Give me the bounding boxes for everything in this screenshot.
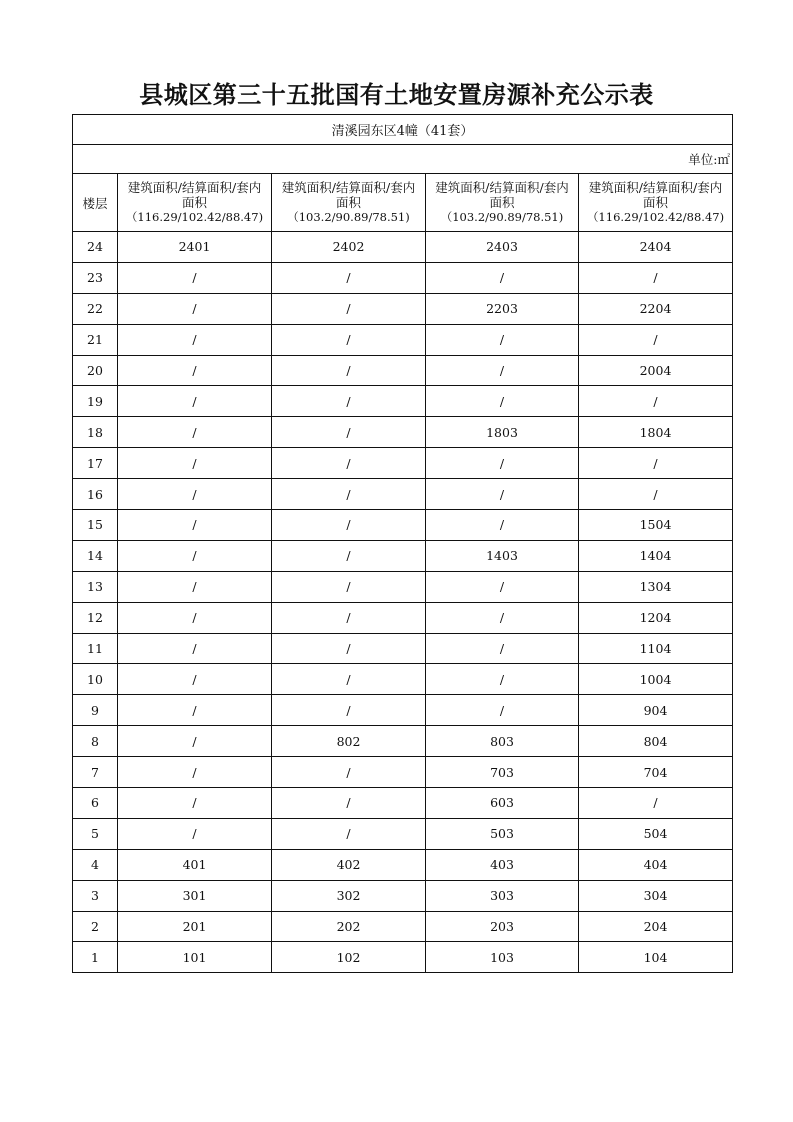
unit-cell: 304 bbox=[579, 880, 733, 911]
unit-cell: / bbox=[118, 293, 272, 324]
unit-cell: / bbox=[118, 726, 272, 757]
unit-cell: 303 bbox=[426, 880, 579, 911]
area-header-line1: 建筑面积/结算面积/套内 bbox=[435, 180, 569, 195]
unit-cell: 1104 bbox=[579, 633, 733, 664]
unit-cell: 202 bbox=[272, 911, 426, 942]
header-row bbox=[73, 174, 733, 232]
unit-cell: / bbox=[118, 355, 272, 386]
table-row bbox=[73, 571, 733, 602]
table-row bbox=[73, 788, 733, 819]
floor-cell: 11 bbox=[73, 633, 118, 664]
unit-cell: / bbox=[272, 757, 426, 788]
unit-cell: / bbox=[426, 571, 579, 602]
floor-cell: 2 bbox=[73, 911, 118, 942]
unit-cell: / bbox=[426, 695, 579, 726]
unit-cell: 2203 bbox=[426, 293, 579, 324]
unit-cell: / bbox=[118, 386, 272, 417]
unit-cell: / bbox=[272, 664, 426, 695]
unit-cell: 201 bbox=[118, 911, 272, 942]
floor-cell: 4 bbox=[73, 849, 118, 880]
page-title: 县城区第三十五批国有土地安置房源补充公示表 bbox=[139, 81, 654, 109]
unit-cell: 2401 bbox=[118, 232, 272, 263]
unit-cell: 403 bbox=[426, 849, 579, 880]
area-header-values: （103.2/90.89/78.51) bbox=[287, 210, 410, 224]
area-header-values: （116.29/102.42/88.47) bbox=[586, 210, 725, 224]
table-row bbox=[73, 417, 733, 448]
table-row bbox=[73, 633, 733, 664]
unit-cell: / bbox=[272, 479, 426, 510]
floor-cell: 24 bbox=[73, 232, 118, 263]
area-header-line2: 面积 bbox=[643, 195, 669, 210]
unit-cell: / bbox=[118, 695, 272, 726]
table-row bbox=[73, 757, 733, 788]
unit-cell: 204 bbox=[579, 911, 733, 942]
unit-cell: / bbox=[579, 262, 733, 293]
unit-cell: 401 bbox=[118, 849, 272, 880]
unit-cell: 1204 bbox=[579, 602, 733, 633]
unit-cell: / bbox=[272, 788, 426, 819]
unit-cell: / bbox=[118, 262, 272, 293]
floor-cell: 7 bbox=[73, 757, 118, 788]
unit-cell: / bbox=[579, 324, 733, 355]
unit-cell: / bbox=[118, 448, 272, 479]
unit-cell: 803 bbox=[426, 726, 579, 757]
unit-cell: 904 bbox=[579, 695, 733, 726]
table-row bbox=[73, 942, 733, 973]
floor-cell: 14 bbox=[73, 540, 118, 571]
unit-cell: / bbox=[272, 695, 426, 726]
unit-cell: / bbox=[272, 633, 426, 664]
floor-cell: 1 bbox=[73, 942, 118, 973]
floor-cell: 18 bbox=[73, 417, 118, 448]
unit-cell: / bbox=[118, 818, 272, 849]
floor-cell: 6 bbox=[73, 788, 118, 819]
floor-cell: 16 bbox=[73, 479, 118, 510]
unit-cell: / bbox=[426, 262, 579, 293]
floor-cell: 15 bbox=[73, 510, 118, 541]
table-row bbox=[73, 355, 733, 386]
unit-cell: / bbox=[426, 386, 579, 417]
unit-cell: 1403 bbox=[426, 540, 579, 571]
unit-cell: / bbox=[579, 788, 733, 819]
floor-cell: 8 bbox=[73, 726, 118, 757]
table-row bbox=[73, 510, 733, 541]
unit-cell: 104 bbox=[579, 942, 733, 973]
area-header-values: （116.29/102.42/88.47) bbox=[125, 210, 264, 224]
unit-cell: / bbox=[579, 386, 733, 417]
unit-cell: 102 bbox=[272, 942, 426, 973]
unit-cell: 704 bbox=[579, 757, 733, 788]
area-header-line2: 面积 bbox=[335, 195, 361, 210]
unit-cell: / bbox=[272, 293, 426, 324]
unit-cell: / bbox=[272, 818, 426, 849]
unit-cell: / bbox=[118, 633, 272, 664]
table-row bbox=[73, 602, 733, 633]
table-row bbox=[73, 664, 733, 695]
unit-cell: / bbox=[272, 448, 426, 479]
floor-cell: 5 bbox=[73, 818, 118, 849]
unit-cell: / bbox=[579, 479, 733, 510]
unit-cell: 402 bbox=[272, 849, 426, 880]
area-header-1 bbox=[118, 174, 272, 232]
unit-cell: / bbox=[426, 664, 579, 695]
table-row bbox=[73, 818, 733, 849]
floor-cell: 21 bbox=[73, 324, 118, 355]
unit-cell: 301 bbox=[118, 880, 272, 911]
area-header-line1: 建筑面积/结算面积/套内 bbox=[127, 180, 262, 195]
table-row bbox=[73, 262, 733, 293]
table-row bbox=[73, 880, 733, 911]
unit-label: 单位:㎡ bbox=[73, 145, 733, 174]
unit-cell: / bbox=[426, 510, 579, 541]
table-row bbox=[73, 293, 733, 324]
unit-cell: 802 bbox=[272, 726, 426, 757]
unit-cell: 603 bbox=[426, 788, 579, 819]
area-header-line2: 面积 bbox=[181, 195, 207, 210]
floor-cell: 9 bbox=[73, 695, 118, 726]
unit-cell: / bbox=[118, 788, 272, 819]
table-row bbox=[73, 479, 733, 510]
unit-cell: / bbox=[272, 324, 426, 355]
unit-cell: 703 bbox=[426, 757, 579, 788]
unit-cell: / bbox=[426, 324, 579, 355]
unit-cell: / bbox=[272, 540, 426, 571]
table-row bbox=[73, 911, 733, 942]
area-header-line1: 建筑面积/结算面积/套内 bbox=[588, 180, 723, 195]
unit-cell: / bbox=[272, 571, 426, 602]
unit-cell: / bbox=[118, 540, 272, 571]
unit-cell: 404 bbox=[579, 849, 733, 880]
unit-cell: / bbox=[118, 664, 272, 695]
floor-cell: 13 bbox=[73, 571, 118, 602]
floor-cell: 20 bbox=[73, 355, 118, 386]
table-row bbox=[73, 448, 733, 479]
floor-cell: 17 bbox=[73, 448, 118, 479]
unit-cell: 1804 bbox=[579, 417, 733, 448]
unit-cell: / bbox=[426, 602, 579, 633]
floor-cell: 23 bbox=[73, 262, 118, 293]
unit-cell: / bbox=[272, 417, 426, 448]
unit-cell: 504 bbox=[579, 818, 733, 849]
unit-cell: 1504 bbox=[579, 510, 733, 541]
area-header-line1: 建筑面积/结算面积/套内 bbox=[281, 180, 416, 195]
unit-cell: / bbox=[118, 757, 272, 788]
unit-cell: / bbox=[118, 417, 272, 448]
unit-cell: 302 bbox=[272, 880, 426, 911]
table-row bbox=[73, 232, 733, 263]
table-row bbox=[73, 695, 733, 726]
table-row bbox=[73, 386, 733, 417]
area-header-values: （103.2/90.89/78.51) bbox=[440, 210, 564, 224]
unit-cell: 2004 bbox=[579, 355, 733, 386]
table-row bbox=[73, 849, 733, 880]
unit-cell: / bbox=[118, 510, 272, 541]
unit-cell: 103 bbox=[426, 942, 579, 973]
table-row bbox=[73, 726, 733, 757]
unit-cell: / bbox=[118, 602, 272, 633]
unit-cell: / bbox=[579, 448, 733, 479]
area-header-4 bbox=[579, 174, 733, 232]
unit-cell: / bbox=[272, 510, 426, 541]
floor-cell: 19 bbox=[73, 386, 118, 417]
unit-cell: / bbox=[426, 355, 579, 386]
unit-cell: 1404 bbox=[579, 540, 733, 571]
unit-cell: 2402 bbox=[272, 232, 426, 263]
section-row bbox=[73, 115, 733, 145]
unit-cell: / bbox=[118, 324, 272, 355]
floor-cell: 12 bbox=[73, 602, 118, 633]
table-row bbox=[73, 324, 733, 355]
unit-cell: / bbox=[118, 571, 272, 602]
unit-cell: / bbox=[118, 479, 272, 510]
floor-header: 楼层 bbox=[73, 174, 118, 232]
floor-cell: 22 bbox=[73, 293, 118, 324]
area-header-line2: 面积 bbox=[489, 195, 515, 210]
unit-cell: 101 bbox=[118, 942, 272, 973]
unit-cell: 804 bbox=[579, 726, 733, 757]
area-header-2 bbox=[272, 174, 426, 232]
unit-cell: / bbox=[426, 633, 579, 664]
unit-cell: 503 bbox=[426, 818, 579, 849]
unit-cell: 1803 bbox=[426, 417, 579, 448]
unit-cell: 1004 bbox=[579, 664, 733, 695]
unit-cell: 2204 bbox=[579, 293, 733, 324]
table-row bbox=[73, 540, 733, 571]
unit-cell: / bbox=[272, 262, 426, 293]
section-title: 清溪园东区4幢（41套） bbox=[73, 115, 733, 145]
unit-cell: / bbox=[426, 448, 579, 479]
unit-row bbox=[73, 145, 733, 174]
unit-cell: / bbox=[272, 386, 426, 417]
unit-cell: 203 bbox=[426, 911, 579, 942]
floor-cell: 10 bbox=[73, 664, 118, 695]
unit-cell: 2403 bbox=[426, 232, 579, 263]
unit-cell: 2404 bbox=[579, 232, 733, 263]
unit-cell: / bbox=[426, 479, 579, 510]
unit-cell: / bbox=[272, 602, 426, 633]
housing-table bbox=[72, 114, 733, 973]
floor-cell: 3 bbox=[73, 880, 118, 911]
unit-cell: 1304 bbox=[579, 571, 733, 602]
area-header-3 bbox=[426, 174, 579, 232]
unit-cell: / bbox=[272, 355, 426, 386]
